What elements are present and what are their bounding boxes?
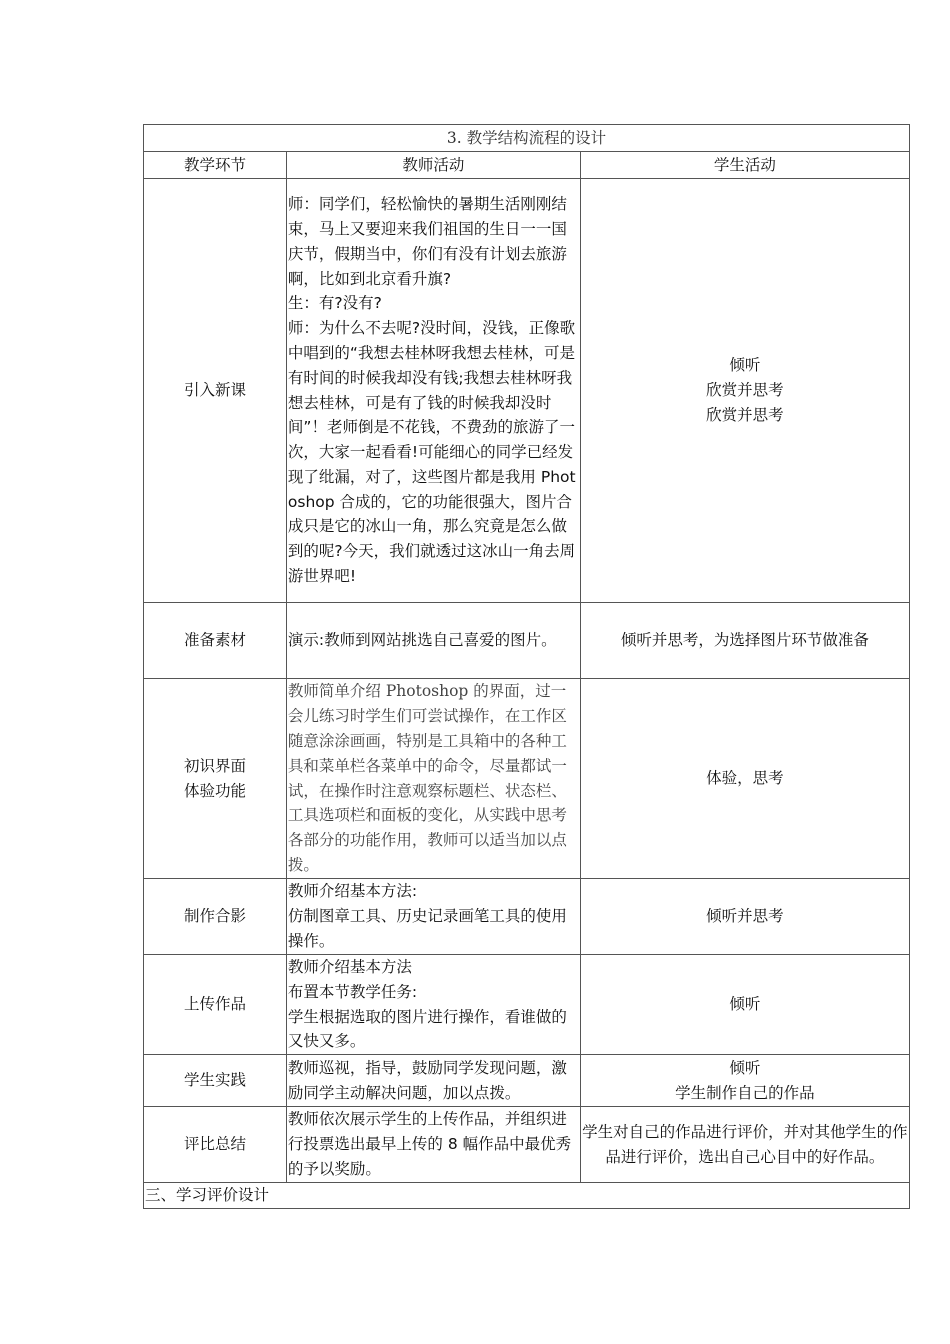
section-heading: 三、学习评价设计 <box>144 1183 910 1209</box>
teacher-text: 生：有?没有? <box>287 294 382 313</box>
teacher-text: 学生根据选取的图片进行操作，看谁做的又快又多。 <box>287 1007 567 1051</box>
student-text: 倾听 <box>729 995 761 1014</box>
table-header-row <box>144 152 910 179</box>
stage-text: 初识界面 <box>183 756 246 775</box>
teacher-cell <box>286 679 580 879</box>
table-row <box>144 879 910 955</box>
student-text: 欣赏并思考 <box>706 381 784 400</box>
table-caption-row <box>144 125 910 152</box>
student-cell <box>580 1107 909 1183</box>
student-cell <box>580 603 909 679</box>
teacher-text: 布置本节教学任务: <box>287 982 418 1001</box>
teacher-text: 演示:教师到网站挑选自己喜爱的图片。 <box>287 631 557 650</box>
teacher-cell <box>286 179 580 603</box>
stage-text: 体验功能 <box>183 781 246 800</box>
teacher-cell <box>286 879 580 955</box>
table-caption: 3. 教学结构流程的设计 <box>144 125 910 152</box>
teacher-text: 教师依次展示学生的上传作品，并组织进行投票选出最早上传的 8 幅作品中最优秀的予以奖励。 <box>287 1110 572 1179</box>
stage-cell <box>144 679 287 879</box>
student-cell <box>580 955 909 1055</box>
table-row <box>144 179 910 603</box>
teacher-cell <box>286 1055 580 1107</box>
header-teacher: 教师活动 <box>286 152 580 179</box>
stage-cell: 引入新课 <box>144 179 287 603</box>
student-text: 倾听 <box>729 1058 761 1077</box>
stage-cell: 上传作品 <box>144 955 287 1055</box>
teacher-text: 教师巡视，指导，鼓励同学发现问题，激励同学主动解决问题，加以点拨。 <box>287 1058 567 1102</box>
table-row <box>144 679 910 879</box>
student-cell <box>580 1055 909 1107</box>
table-row <box>144 955 910 1055</box>
student-text: 倾听并思考 <box>706 907 784 926</box>
student-cell <box>580 179 909 603</box>
table-row <box>144 1055 910 1107</box>
header-stage: 教学环节 <box>144 152 287 179</box>
teacher-text: 师：同学们，轻松愉快的暑期生活刚刚结束，马上又要迎来我们祖国的生日一一国庆节，假期当中，你们有没有计划去旅游啊，比如到北京看升旗? <box>287 195 567 288</box>
stage-cell: 学生实践 <box>144 1055 287 1107</box>
student-cell <box>580 879 909 955</box>
stage-cell: 制作合影 <box>144 879 287 955</box>
student-cell <box>580 679 909 879</box>
lesson-flow-table <box>143 124 910 1209</box>
teacher-cell <box>286 603 580 679</box>
student-text: 倾听 <box>729 356 761 375</box>
stage-cell: 评比总结 <box>144 1107 287 1183</box>
teacher-cell <box>286 955 580 1055</box>
header-student: 学生活动 <box>580 152 909 179</box>
teacher-text: 教师简单介绍 Photoshop 的界面，过一会儿练习时学生们可尝试操作，在工作区随意涂涂画画，特别是工具箱中的各种工具和菜单栏各菜单中的命令，尽量都试一试，在操作时注意观察标题栏、状态栏、工具选项栏和面板的变化，从实践中思考各部分的功能作用，教师可以适当加以点拨。 <box>287 682 567 874</box>
student-text: 体验，思考 <box>706 769 784 788</box>
student-text: 学生制作自己的作品 <box>675 1083 815 1102</box>
footer-row <box>144 1183 910 1209</box>
student-text: 学生对自己的作品进行评价，并对其他学生的作品进行评价，选出自己心目中的好作品。 <box>582 1122 908 1166</box>
teacher-text: 仿制图章工具、历史记录画笔工具的使用操作。 <box>287 907 567 950</box>
teacher-text: 教师介绍基本方法 <box>287 958 412 976</box>
teacher-text: 教师介绍基本方法: <box>287 882 418 901</box>
student-text: 欣赏并思考 <box>706 405 784 424</box>
student-text: 倾听并思考，为选择图片环节做准备 <box>620 631 869 650</box>
teacher-cell <box>286 1107 580 1183</box>
teacher-text: 师：为什么不去呢?没时间，没钱，正像歌中唱到的“我想去桂林呀我想去桂林，可是有时间的时候我却没有钱;我想去桂林呀我想去桂林，可是有了钱的时候我却没时间”！老师倒是不花钱，不费劲的旅游了一次，大家一起看看!可能细心的同学已经发现了纰漏，对了，这些图片都是我用 Photoshop 合成的，它的功能很强大，图片合成只是它的冰山一角，那么究竟是怎么做到的呢?今天，我们就透过这冰山一角去周游世界吧! <box>287 319 576 586</box>
table-row <box>144 603 910 679</box>
stage-cell: 准备素材 <box>144 603 287 679</box>
table-row <box>144 1107 910 1183</box>
